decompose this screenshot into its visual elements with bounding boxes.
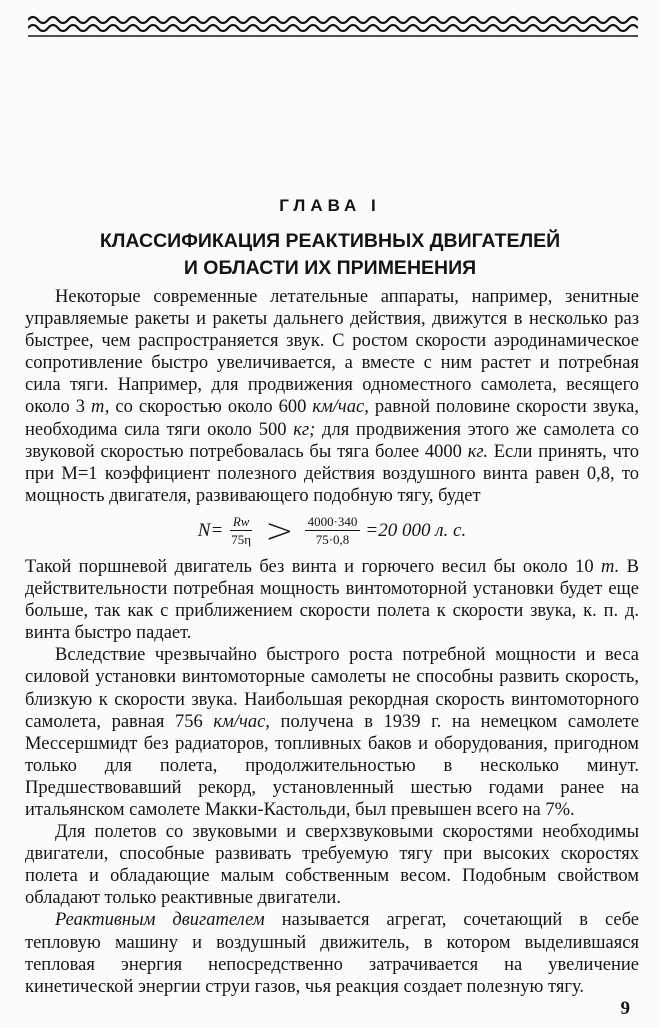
fraction-1-numerator: Rw — [230, 513, 253, 531]
chapter-title — [30, 228, 630, 282]
chapter-title-line-1: КЛАССИФИКАЦИЯ РЕАКТИВНЫХ ДВИГАТЕЛЕЙ — [99, 230, 561, 252]
chapter-label: ГЛАВА I — [279, 196, 381, 215]
fraction-1-denominator: 75η — [231, 532, 252, 548]
paragraph-2-text-1: Такой поршневой двигатель без винта и горючего весил бы около 10 — [25, 556, 602, 577]
paragraph-5-text: называется агрегат, сочетающий в себе тепловую машину и воздушный движитель, в котором выделившаяся тепловая энергия непосредственно затрачивается на увеличение кинетической энергии струи газов, чья реакция создает полезную тягу. — [25, 910, 640, 997]
formula-fraction-1 — [228, 513, 254, 548]
paragraph-1-text-3: равной половине скорости звука, необходима сила тяги около 500 — [25, 397, 639, 440]
paragraph-1-text-4: для продвижения этого же самолета со звуковой скоростью потребовалась бы тяга более 4000 — [25, 419, 639, 462]
header-ornament — [28, 10, 638, 40]
fraction-2-denominator: 75·0,8 — [315, 532, 350, 548]
paragraph-4: Для полетов со звуковыми и сверхзвуковыми скоростями необходимы двигатели, способные развивать требуемую тягу при высоких скоростях полета и обладающие малым собственным весом. Подобным свойством обладают только реактивные двигатели. — [25, 822, 639, 909]
unit-ton: т, — [90, 397, 110, 418]
chapter-title-line-2: И ОБЛАСТИ ИХ ПРИМЕНЕНИЯ — [183, 257, 477, 279]
paragraph-1 — [25, 286, 639, 507]
unit-kg: кг; — [293, 419, 316, 440]
unit-kmh: км/час, — [312, 397, 369, 418]
paragraph-5 — [25, 909, 639, 997]
paragraph-1-text-1: Некоторые современные летательные аппараты, например, зенитные управляемые ракеты и ракеты дальнего действия, движутся в несколько раз быстрее, чем распространяется звук. С ростом скорости аэродинамическое сопротивление быстро увеличивается, а вместе с ним растет и потребная сила тяги. Например, для продвижения одноместного самолета, весящего около 3 — [25, 287, 639, 418]
power-formula — [25, 509, 639, 553]
unit-kmh: км/час, — [213, 711, 270, 732]
unit-ton: т. — [601, 556, 620, 577]
fraction-2-numerator: 4000·340 — [305, 513, 361, 531]
paragraph-1-text-2: со скоростью около 600 — [109, 397, 313, 418]
paragraph-3 — [25, 644, 639, 821]
formula-relation: > — [265, 510, 294, 551]
unit-kg: кг. — [467, 441, 488, 462]
formula-lhs: N= — [197, 519, 224, 541]
page-number: 9 — [620, 998, 630, 1019]
paragraph-2 — [25, 556, 639, 644]
paragraph-3-text-1: Вследствие чрезвычайно быстрого роста потребной мощности и веса силовой установки винтомоторные самолеты не способны развить скорость, близкую к скорости звука. Наибольшая рекордная скорость винтомоторного самолета, равная 756 — [25, 645, 639, 732]
body-text — [25, 286, 639, 998]
defined-term: Реактивным двигателем — [55, 910, 265, 931]
formula-fraction-2 — [305, 513, 361, 548]
paragraph-1-text-5: Если принять, что при М=1 коэффициент полезного действия воздушного винта равен 0,8, то мощность двигателя, развивающего подобную тягу, будет — [25, 441, 639, 506]
paragraph-3-text-2: получена в 1939 г. на немецком самолете Мессершмидт без радиаторов, топливных баков и оборудования, пригодном только для полета, продолжительностью в несколько минут. Предшествовавший рекорд, установленный шестью годами ранее на итальянском самолете Макки-Кастольди, был превышен всего на 7%. — [25, 711, 639, 820]
formula-rhs: =20 000 л. с. — [365, 519, 467, 541]
paragraph-2-text-2: В действительности потребная мощность винтомоторной установки будет еще больше, так как с приближением скорости полета к скорости звука, к. п. д. винта быстро падает. — [25, 556, 639, 644]
